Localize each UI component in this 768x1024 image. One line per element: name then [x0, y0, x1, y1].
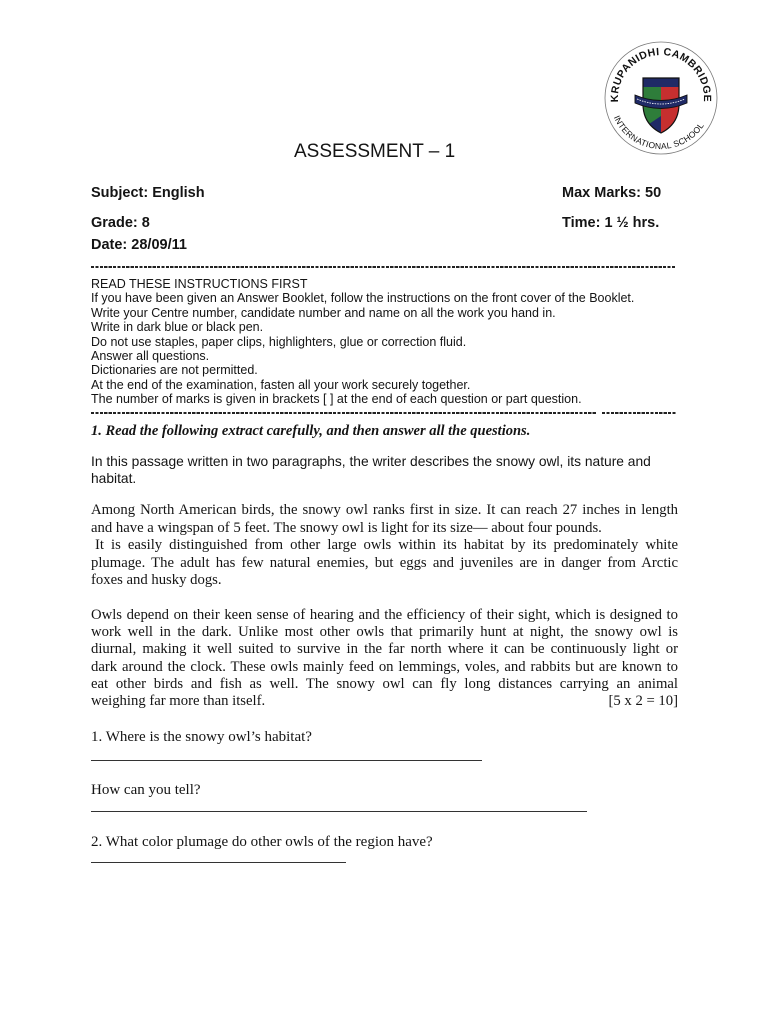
instruction-item: Dictionaries are not permitted.: [91, 363, 258, 378]
passage-line: and have a wingspan of 5 feet. The snowy owl is light for its size— about four pounds.: [91, 519, 602, 536]
sub-question: 1. Where is the snowy owl’s habitat?: [91, 729, 312, 745]
grade-label: Grade: 8: [91, 215, 150, 231]
school-logo: [601, 38, 721, 158]
instruction-item: The number of marks is given in brackets [ ] at the end of each question or part question.: [91, 392, 582, 407]
sub-question: 2. What color plumage do other owls of the region have?: [91, 834, 433, 850]
dashed-divider: [91, 266, 676, 268]
seal-text-top: KRUPANIDHI CAMBRIDGE: [608, 45, 714, 103]
passage-last-line: [91, 693, 678, 710]
instructions-block: [91, 277, 691, 407]
passage-line: diurnal, making it well suited to survive in the far north where it can be continuously light or: [91, 641, 678, 658]
instructions-heading: READ THESE INSTRUCTIONS FIRST: [91, 277, 308, 291]
dashed-divider: [602, 412, 676, 414]
answer-line: [91, 811, 587, 812]
passage-line: Owls depend on their keen sense of hearing and the efficiency of their sight, which is designed to: [91, 607, 678, 623]
instruction-item: Write in dark blue or black pen.: [91, 320, 264, 335]
answer-line: [91, 760, 482, 761]
instruction-item: Do not use staples, paper clips, highlighters, glue or correction fluid.: [91, 334, 467, 349]
max-marks-label: Max Marks: 50: [562, 185, 662, 201]
subject-label: Subject: English: [91, 185, 205, 201]
passage-line: dark around the clock. These owls mainly feed on lemmings, voles, and rabbits but are known to: [91, 658, 678, 675]
instruction-item: At the end of the examination, fasten all your work securely together.: [91, 377, 471, 392]
dashed-divider: [91, 412, 597, 414]
passage-line: foxes and husky dogs.: [91, 572, 222, 588]
passage-paragraph-1: [91, 502, 678, 590]
date-label: Date: 28/09/11: [91, 237, 187, 253]
shield-icon: [635, 78, 687, 133]
passage-line: It is easily distinguished from other large owls within its habitat by its predominately white: [95, 537, 678, 553]
time-label: Time: 1 ½ hrs.: [562, 215, 660, 231]
marks-label: [5 x 2 = 10]: [608, 693, 678, 710]
instruction-item: Write your Centre number, candidate number and name on all the work you hand in.: [91, 305, 556, 320]
passage-intro: In this passage written in two paragraphs, the writer describes the snowy owl, its nature and habitat.: [91, 454, 651, 486]
passage-paragraph-2: [91, 607, 678, 710]
seal-text-bottom: INTERNATIONAL SCHOOL: [611, 113, 706, 152]
passage-line: eat other birds and fish as well. The snowy owl can fly long distances carrying an animal: [91, 675, 678, 692]
passage-line: Among North American birds, the snowy owl ranks first in size. It can reach 27 inches in length: [91, 502, 678, 518]
page-title: ASSESSMENT – 1: [294, 141, 456, 162]
instruction-item: If you have been given an Answer Booklet, follow the instructions on the front cover of the Booklet.: [91, 291, 635, 306]
instruction-item: Answer all questions.: [91, 349, 210, 364]
passage-line: plumage. The adult has few natural enemies, but eggs and juveniles are in danger from Arctic: [91, 554, 678, 571]
sub-question: How can you tell?: [91, 782, 201, 798]
passage-line: weighing far more than itself.: [91, 693, 266, 710]
question-heading: 1. Read the following extract carefully, and then answer all the questions.: [91, 423, 531, 439]
answer-line: [91, 862, 346, 863]
passage-line: work well in the dark. Unlike most other owls that primarily hunt at night, the snowy owl is: [91, 624, 678, 641]
